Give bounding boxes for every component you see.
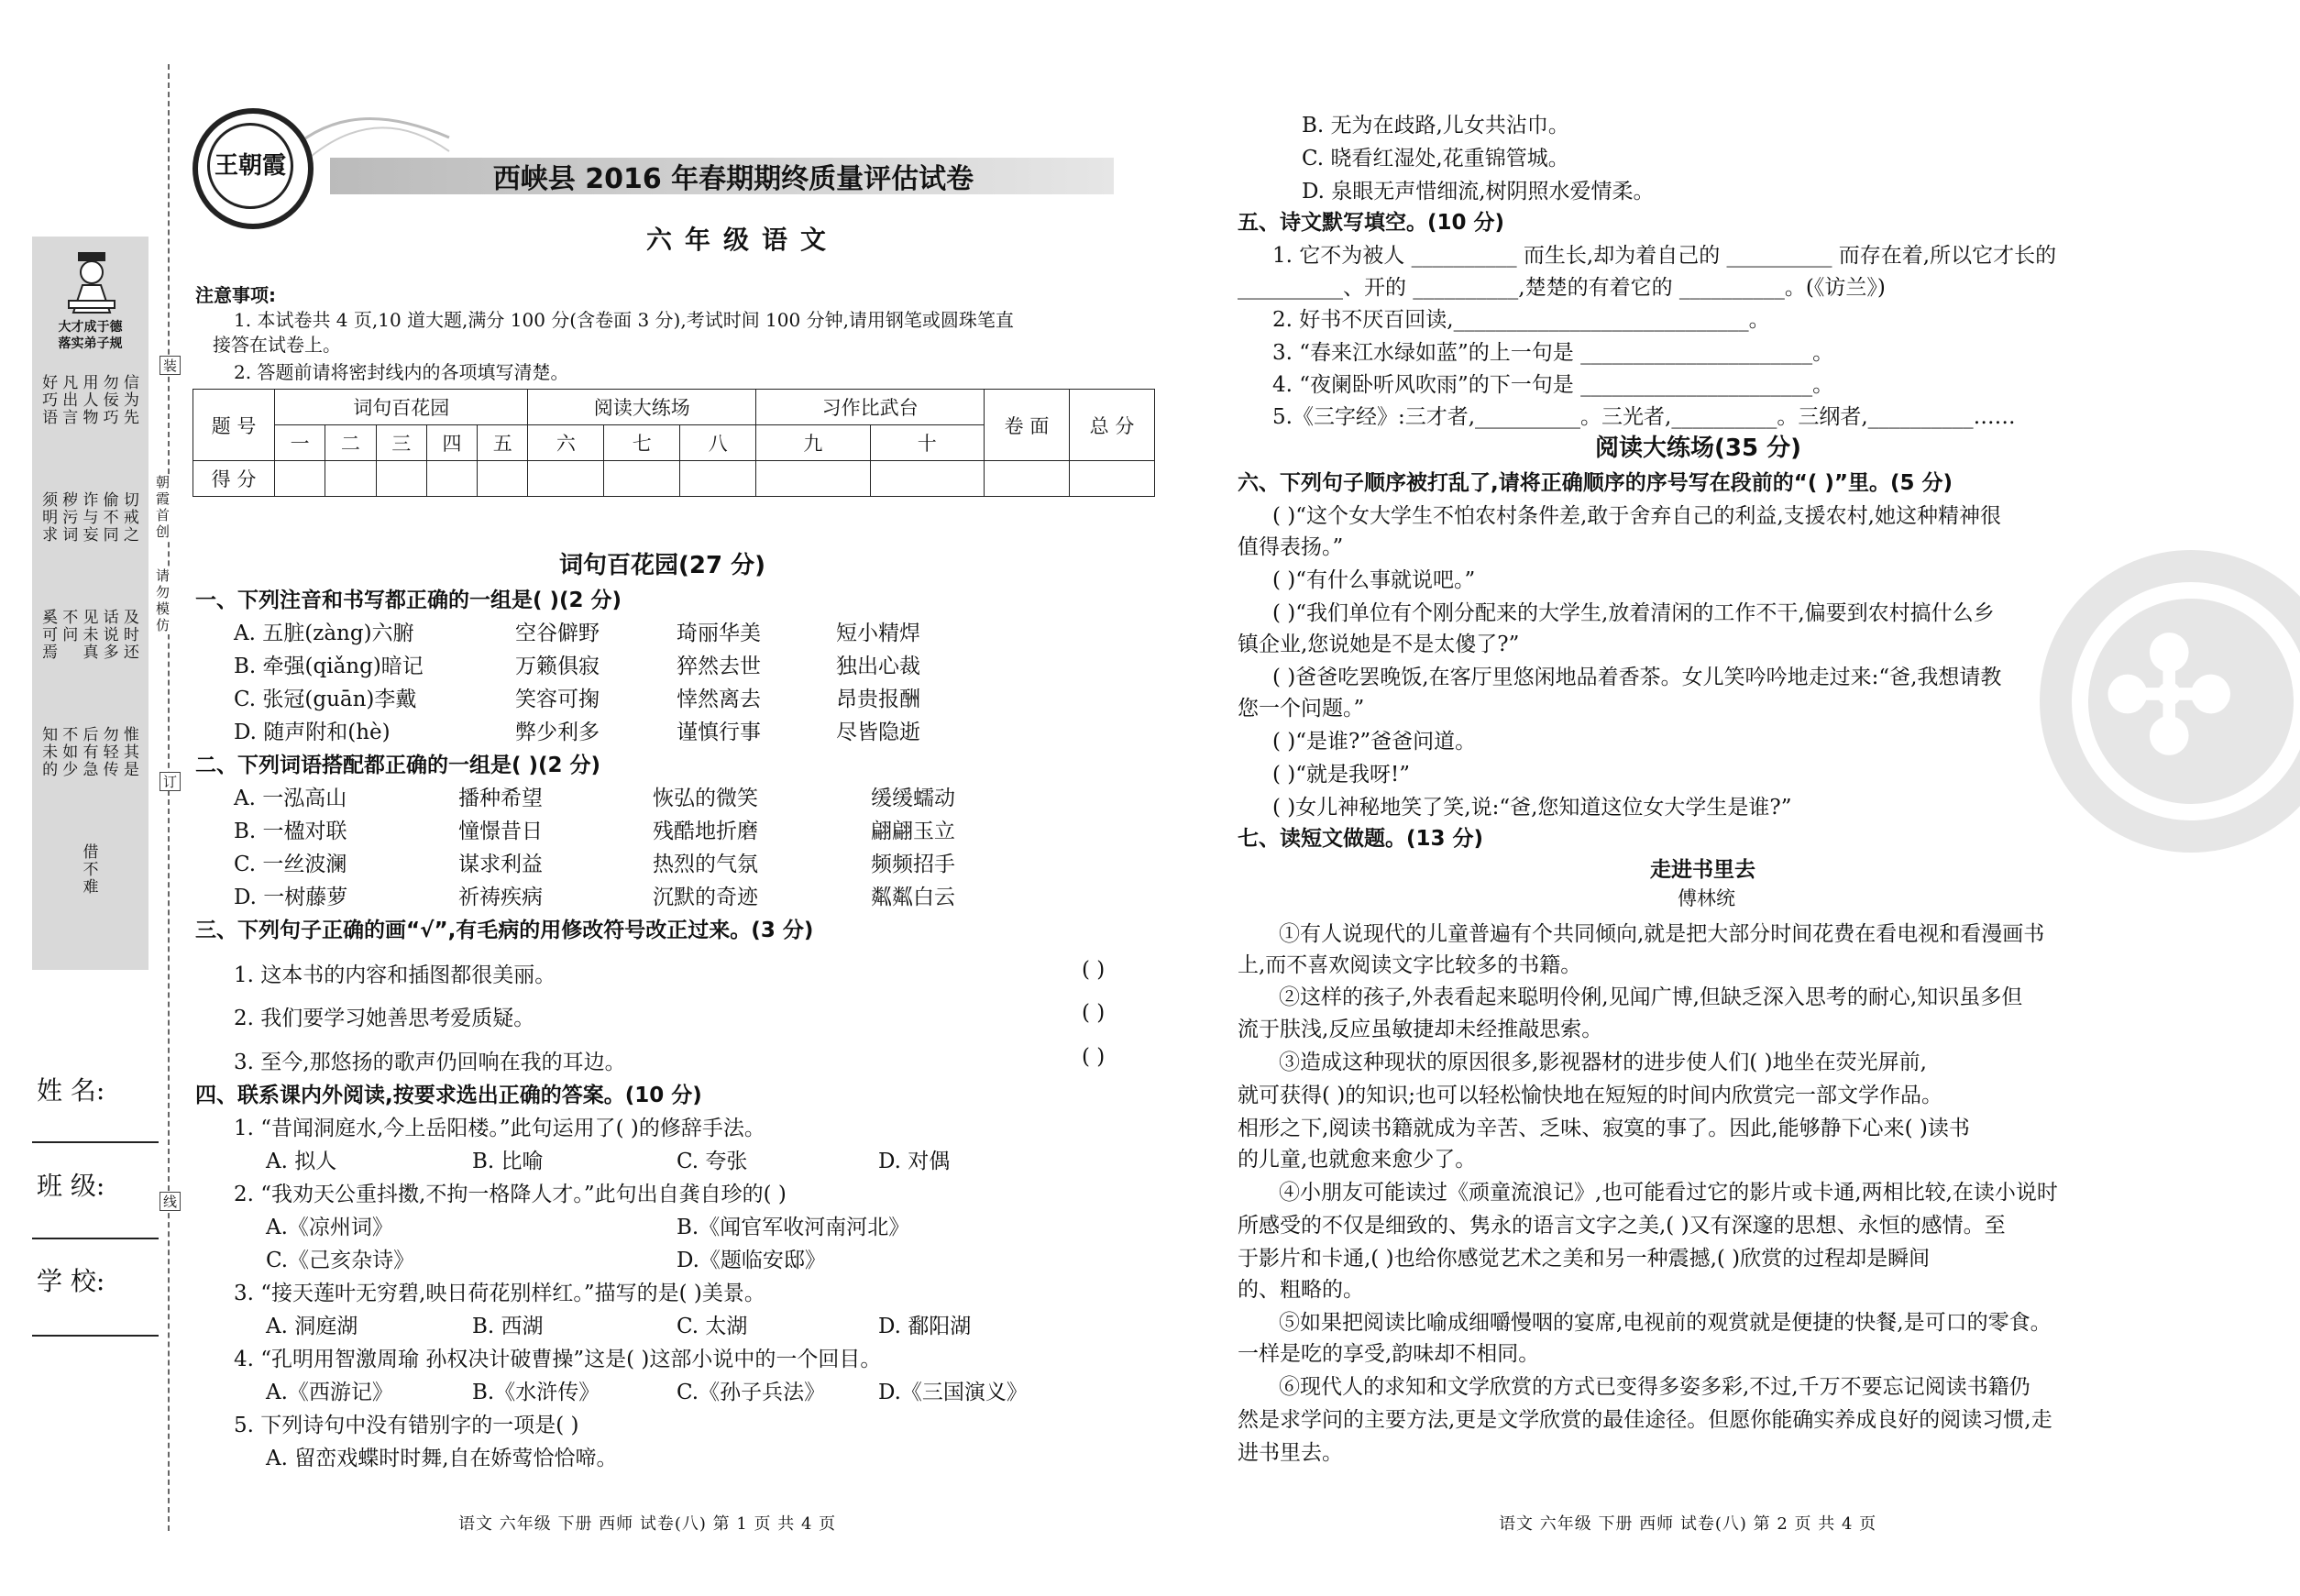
proverb: 借不难	[79, 843, 98, 896]
question-heading: 三、下列句子正确的画“√”,有毛病的用修改符号改正过来。(3 分)	[195, 919, 814, 942]
passage-line: 流于肤浅,反应虽敏捷却未经推敲思索。	[1238, 1018, 1603, 1041]
option: D. 对偶	[878, 1150, 951, 1173]
option: C. 一丝波澜	[234, 853, 347, 876]
score-cell[interactable]	[604, 461, 680, 497]
notice-item: 2. 答题前请将密封线内的各项填写清楚。	[234, 361, 569, 383]
table-cell: 四	[426, 425, 477, 461]
proverb: 好巧语	[39, 374, 58, 426]
reorder-item[interactable]: ( )“这个女大学生不怕农村条件差,敢于舍弃自己的利益,支援农村,她这种精神很	[1272, 504, 2001, 528]
fill-blank-item[interactable]: 5.《三字经》:三才者,__________。三光者,__________。三纲者,__________……	[1272, 405, 2016, 429]
secret-watermark	[2040, 550, 2300, 853]
fill-blank-item[interactable]: 2. 好书不厌百回读,____________________________。	[1272, 308, 1770, 332]
proverb: 见未真	[79, 609, 98, 661]
option: B. 一楹对联	[234, 820, 347, 843]
table-cell: 九	[756, 425, 870, 461]
score-cell[interactable]	[756, 461, 870, 497]
option: A. 一泓高山	[234, 787, 347, 810]
passage-line: ④小朋友可能读过《顽童流浪记》,也可能看过它的影片或卡通,两相比较,在读小说时	[1279, 1181, 2058, 1205]
passage-title: 走进书里去	[1650, 858, 1755, 882]
reorder-item[interactable]: ( )“有什么事就说吧。”	[1272, 568, 1476, 592]
option: D.《题临安邸》	[677, 1249, 826, 1272]
option: 恢弘的微笑	[653, 787, 758, 810]
table-header: 总 分	[1070, 390, 1155, 461]
score-cell[interactable]	[1070, 461, 1155, 497]
option: D. 随声附和(hè)	[234, 721, 391, 744]
option: C.《孙子兵法》	[677, 1381, 826, 1404]
binding-line	[168, 64, 170, 1531]
seal-mark: 订	[160, 772, 181, 791]
question-item: 1. “昔闻洞庭水,今上岳阳楼。”此句运用了( )的修辞手法。	[234, 1117, 765, 1140]
answer-paren[interactable]: ( )	[1082, 958, 1106, 982]
passage-line: 的儿童,也就愈来愈少了。	[1238, 1148, 1477, 1172]
passage-line: ③造成这种现状的原因很多,影视器材的进步使人们( )地坐在荧光屏前,	[1279, 1051, 1927, 1074]
option: C.《己亥杂诗》	[266, 1249, 415, 1272]
page-title: 西峡县 2016 年春期期终质量评估试卷	[492, 163, 974, 195]
proverb: 切戒之	[119, 491, 138, 544]
table-cell: 三	[376, 425, 426, 461]
option: 缓缓蠕动	[871, 787, 955, 810]
reorder-item[interactable]: ( )“就是我呀!”	[1272, 763, 1411, 787]
table-cell: 五	[478, 425, 528, 461]
question-item: 4. “孔明用智激周瑜 孙权决计破曹操”这是( )这部小说中的一个回目。	[234, 1348, 882, 1371]
passage-line: ⑤如果把阅读比喻成细嚼慢咽的宴席,电视前的观赏就是便捷的快餐,是可口的零食。	[1279, 1311, 2052, 1335]
passage-line: ⑥现代人的求知和文学欣赏的方式已变得多姿多彩,不过,千万不要忘记阅读书籍仍	[1279, 1375, 2030, 1399]
reorder-item[interactable]: ( )“是谁?”爸爸问道。	[1272, 730, 1477, 754]
sidebar-motto: 大才成于德 落实弟子规	[58, 320, 123, 351]
proverb: 及时还	[119, 609, 138, 661]
option: 播种希望	[458, 787, 543, 810]
passage-author: 傅林统	[1678, 887, 1735, 909]
answer-paren[interactable]: ( )	[1082, 1001, 1106, 1025]
option: 沉默的奇迹	[653, 886, 758, 909]
option: B. 西湖	[472, 1315, 544, 1338]
passage-line: 于影片和卡通,( )也给你感觉艺术之美和另一种震撼,( )欣赏的过程却是瞬间	[1238, 1247, 1931, 1271]
score-cell[interactable]	[325, 461, 376, 497]
proverb: 勿佞巧	[99, 374, 118, 426]
proverb: 凡出言	[59, 374, 78, 426]
table-cell: 七	[604, 425, 680, 461]
score-cell[interactable]	[680, 461, 756, 497]
option: A. 拟人	[266, 1150, 337, 1173]
watermark-glyph-icon: ✣	[2104, 605, 2235, 788]
option: 尽皆隐逝	[836, 721, 920, 744]
option: C. 晓看红湿处,花重锦管城。	[1302, 147, 1569, 171]
section-heading: 词句百花园(27 分)	[559, 552, 765, 579]
proverb: 后有急	[79, 726, 98, 778]
table-cell: 六	[528, 425, 604, 461]
option: 频频招手	[871, 853, 955, 876]
name-label: 姓 名:	[37, 1075, 105, 1106]
question-item: 1. 这本书的内容和插图都很美丽。	[234, 963, 556, 987]
option: 弊少利多	[515, 721, 600, 744]
option: 粼粼白云	[871, 886, 955, 909]
option: C. 张冠(guān)李戴	[234, 688, 417, 711]
option: 谋求利益	[458, 853, 543, 876]
option: 笑容可掬	[515, 688, 600, 711]
option: 谨慎行事	[677, 721, 761, 744]
option: 猝然去世	[677, 655, 761, 678]
passage-line: 然是求学问的主要方法,更是文学欣赏的最佳途径。但愿你能确实养成良好的阅读习惯,走	[1238, 1408, 2052, 1432]
passage-line: 相形之下,阅读书籍就成为辛苦、乏味、寂寞的事了。因此,能够静下心来( )读书	[1238, 1117, 1970, 1140]
table-header: 卷 面	[985, 390, 1070, 461]
question-heading: 五、诗文默写填空。(10 分)	[1238, 211, 1505, 235]
proverb: 不问	[59, 609, 78, 644]
option: D. 一树藤萝	[234, 886, 348, 909]
option: B. 比喻	[472, 1150, 544, 1173]
passage-line: ②这样的孩子,外表看起来聪明伶俐,见闻广博,但缺乏深入思考的耐心,知识虽多但	[1279, 985, 2023, 1009]
proverb: 奚可焉	[39, 609, 58, 661]
option: 昂贵报酬	[836, 688, 920, 711]
school-label: 学 校:	[37, 1266, 105, 1296]
option: B.《水浒传》	[472, 1381, 600, 1404]
seal-label: 请勿模仿	[154, 568, 171, 634]
score-cell[interactable]	[426, 461, 477, 497]
table-cell: 十	[870, 425, 984, 461]
reorder-item[interactable]: ( )爸爸吃罢晚饭,在客厅里悠闲地品着香茶。女儿笑吟吟地走过来:“爸,我想请教	[1272, 666, 2002, 689]
scholar-illustration	[64, 250, 119, 314]
option: B. 无为在歧路,儿女共沾巾。	[1302, 114, 1569, 138]
seal-mark: 线	[160, 1192, 181, 1211]
option: A. 留峦戏蝶时时舞,自在娇莺恰恰啼。	[266, 1447, 618, 1470]
option: 琦丽华美	[677, 622, 761, 645]
reorder-item-cont: 镇企业,您说她是不是太傻了?”	[1238, 633, 1520, 656]
question-heading: 二、下列词语搭配都正确的一组是( )(2 分)	[195, 754, 601, 777]
reorder-item[interactable]: ( )“我们单位有个刚分配来的大学生,放着清闲的工作不干,偏要到农村搞什么乡	[1272, 601, 1995, 625]
passage-line: 进书里去。	[1238, 1441, 1343, 1465]
proverb: 用人物	[79, 374, 98, 426]
option: 悻然离去	[677, 688, 761, 711]
fill-blank-item[interactable]: 4. “夜阑卧听风吹雨”的下一句是 ______________________。	[1272, 373, 1834, 397]
proverb: 须明求	[39, 491, 58, 544]
sidebar-proverbs	[39, 374, 141, 961]
question-heading: 一、下列注音和书写都正确的一组是( )(2 分)	[195, 589, 622, 612]
answer-paren[interactable]: ( )	[1082, 1045, 1106, 1069]
proverb: 诈与妄	[79, 491, 98, 544]
option: C. 夸张	[677, 1150, 748, 1173]
proverb: 不如少	[59, 726, 78, 778]
option: A. 五脏(zàng)六腑	[234, 622, 414, 645]
table-cell: 八	[680, 425, 756, 461]
option: 翩翩玉立	[871, 820, 955, 843]
reorder-item-cont: 值得表扬。”	[1238, 535, 1344, 559]
score-cell[interactable]	[870, 461, 984, 497]
seal-label: 朝霞首创	[154, 475, 171, 541]
proverb: 勿轻传	[99, 726, 118, 778]
section-heading: 阅读大练场(35 分)	[1595, 435, 1801, 462]
class-field[interactable]	[32, 1238, 159, 1239]
option: 热烈的气氛	[653, 853, 758, 876]
option: 祈祷疾病	[458, 886, 543, 909]
question-item: 2. 我们要学习她善思考爱质疑。	[234, 1007, 535, 1030]
class-label: 班 级:	[37, 1171, 105, 1201]
option: 空谷僻野	[515, 622, 600, 645]
seal-mark: 装	[160, 356, 181, 375]
question-item: 5. 下列诗句中没有错别字的一项是( )	[234, 1414, 579, 1437]
question-item: 3. “接天莲叶无穷碧,映日荷花别样红。”描写的是( )美景。	[234, 1282, 765, 1305]
score-table	[193, 389, 1155, 497]
proverb: 秽污词	[59, 491, 78, 544]
table-header: 习作比武台	[756, 390, 985, 425]
option: B. 牵强(qiǎng)暗记	[234, 655, 424, 678]
table-header: 词句百花园	[275, 390, 528, 425]
passage-line: 的、粗略的。	[1238, 1278, 1364, 1302]
score-cell[interactable]	[275, 461, 325, 497]
option: 独出心裁	[836, 655, 920, 678]
option: D. 鄱阳湖	[878, 1315, 972, 1338]
option: 憧憬昔日	[458, 820, 543, 843]
reorder-item-cont: 您一个问题。”	[1238, 697, 1365, 721]
score-cell[interactable]	[985, 461, 1070, 497]
option: C. 太湖	[677, 1315, 748, 1338]
question-heading: 六、下列句子顺序被打乱了,请将正确顺序的序号写在段前的“( )”里。(5 分)	[1238, 471, 1953, 495]
page-footer: 语文 六年级 下册 西师 试卷(八) 第 2 页 共 4 页	[1499, 1514, 1877, 1534]
page-subtitle: 六年级语文	[645, 225, 839, 255]
passage-line: ①有人说现代的儿童普遍有个共同倾向,就是把大部分时间花费在看电视和看漫画书	[1279, 922, 2045, 946]
option: A. 洞庭湖	[266, 1315, 358, 1338]
table-row-label: 得 分	[193, 461, 275, 497]
option: 万籁俱寂	[515, 655, 600, 678]
score-cell[interactable]	[528, 461, 604, 497]
question-heading: 四、联系课内外阅读,按要求选出正确的答案。(10 分)	[195, 1084, 702, 1107]
school-field[interactable]	[32, 1335, 159, 1337]
question-item: 2. “我劝天公重抖擞,不拘一格降人才。”此句出自龚自珍的( )	[234, 1183, 787, 1206]
option: D. 泉眼无声惜细流,树阴照水爱情柔。	[1302, 180, 1655, 204]
question-item: 3. 至今,那悠扬的歌声仍回响在我的耳边。	[234, 1051, 626, 1074]
question-heading: 七、读短文做题。(13 分)	[1238, 827, 1484, 851]
fill-blank-item[interactable]: 3. “春来江水绿如蓝”的上一句是 ______________________。	[1272, 341, 1834, 365]
fill-blank-item[interactable]: __________、开的 __________,楚楚的有着它的 __________。(《访兰》)	[1238, 276, 1886, 300]
proverb: 偷不同	[99, 491, 118, 544]
passage-line: 一样是吃的享受,韵味却不相同。	[1238, 1342, 1540, 1366]
proverb: 惟其是	[119, 726, 138, 778]
proverb: 信为先	[119, 374, 138, 426]
passage-line: 上,而不喜欢阅读文字比较多的书籍。	[1238, 953, 1582, 977]
score-cell[interactable]	[478, 461, 528, 497]
option: 残酷地折磨	[653, 820, 758, 843]
reorder-item[interactable]: ( )女儿神秘地笑了笑,说:“爸,您知道这位女大学生是谁?”	[1272, 796, 1792, 820]
proverb: 知未的	[39, 726, 58, 778]
notice-heading: 注意事项:	[195, 284, 276, 306]
brand-logo	[193, 108, 314, 229]
table-header: 阅读大练场	[528, 390, 756, 425]
passage-line: 就可获得( )的知识;也可以轻松愉快地在短短的时间内欣赏完一部文学作品。	[1238, 1084, 1943, 1107]
table-header: 题 号	[193, 390, 275, 461]
option: D.《三国演义》	[878, 1381, 1028, 1404]
option: B.《闻官军收河南河北》	[677, 1216, 910, 1239]
page-footer: 语文 六年级 下册 西师 试卷(八) 第 1 页 共 4 页	[458, 1514, 837, 1534]
proverb: 话说多	[99, 609, 118, 661]
notice-item: 1. 本试卷共 4 页,10 道大题,满分 100 分(含卷面 3 分),考试时间 100 分钟,请用钢笔或圆珠笔直	[234, 309, 1014, 331]
passage-line: 所感受的不仅是细致的、隽永的语言文字之美,( )又有深邃的思想、永恒的感情。至	[1238, 1214, 2006, 1238]
option: 短小精焊	[836, 622, 920, 645]
option: A.《凉州词》	[266, 1216, 393, 1239]
table-cell: 二	[325, 425, 376, 461]
table-cell: 一	[275, 425, 325, 461]
brand-logo-text: 王朝霞	[207, 123, 293, 209]
option: A.《西游记》	[266, 1381, 393, 1404]
name-field[interactable]	[32, 1141, 159, 1143]
notice-item: 接答在试卷上。	[213, 334, 341, 356]
sidebar-panel	[32, 237, 149, 970]
fill-blank-item[interactable]: 1. 它不为被人 __________ 而生长,却为着自己的 __________ 而存在着,所以它才长的	[1272, 244, 2057, 268]
score-cell[interactable]	[376, 461, 426, 497]
